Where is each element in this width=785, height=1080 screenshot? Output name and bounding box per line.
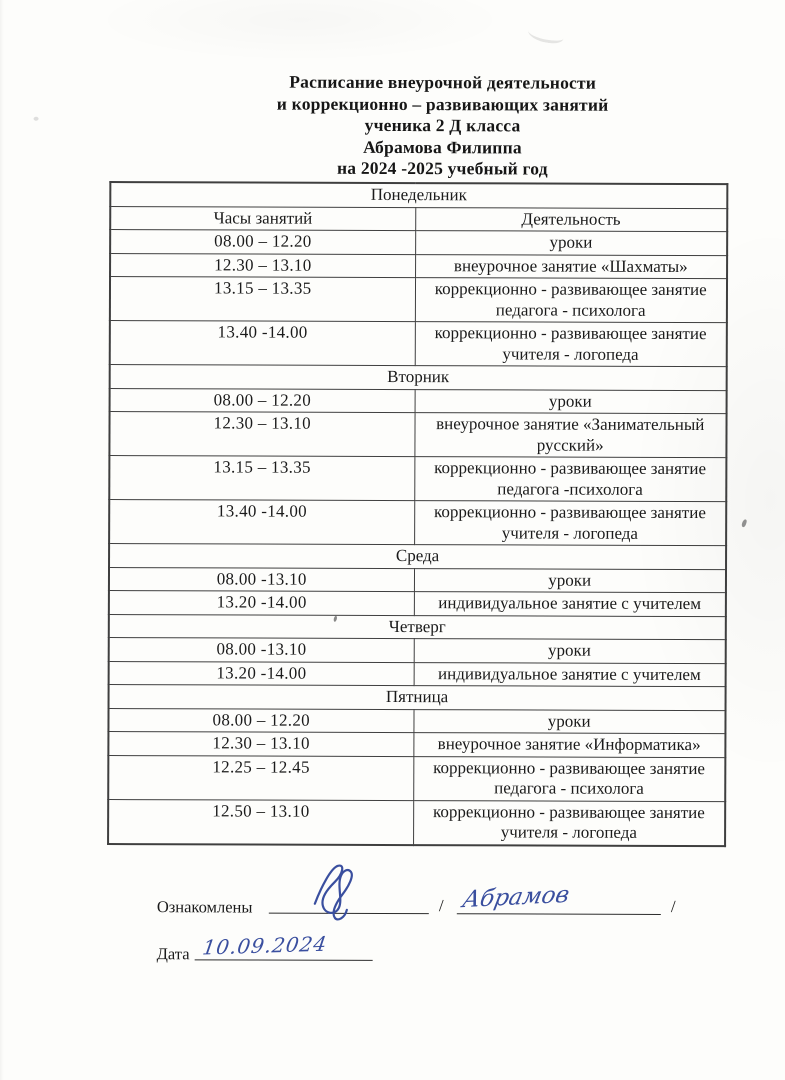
activity-cell: коррекционно - развивающее занятие учителя - логопеда [415,322,727,367]
activity-cell: уроки [413,709,725,734]
table-row [109,567,726,593]
table-row [108,732,725,758]
activity-cell: уроки [415,231,727,256]
activity-cell: коррекционно - развивающее занятие учителя - логопеда [414,501,726,546]
date-label: Дата [156,944,190,964]
day-header-monday: Понедельник [110,182,727,208]
activity-cell: коррекционно - развивающее занятие учителя - логопеда [413,800,725,846]
time-cell: 08.00 – 12.20 [110,230,415,255]
schedule-table [107,181,728,847]
activity-cell: коррекционно - развивающее занятие педагога - психолога [413,756,725,801]
date-handwritten: 10.09.2024 [200,931,329,960]
activity-cell: уроки [414,639,726,664]
signature-line-parent [269,888,429,915]
day-header-tuesday: Вторник [110,365,727,391]
table-row [109,500,726,546]
table-row [108,755,725,801]
day-header-thursday: Четверг [109,614,726,640]
table-row [109,456,726,502]
activity-cell: внеурочное занятие «Шахматы» [415,254,727,279]
title-line-3: ученика 2 Д класса [364,114,521,136]
title-line-2: и коррекционно – развивающих занятий [276,93,609,115]
activity-cell: индивидуальное занятие с учителем [414,662,726,687]
time-cell: 12.25 – 12.45 [108,755,413,800]
table-row [109,412,726,458]
time-cell: 12.50 – 13.10 [108,799,413,845]
day-header-wednesday: Среда [109,544,726,570]
activity-cell: уроки [414,568,726,593]
scan-artifact [34,117,39,121]
table-row [110,253,727,279]
signature-section [156,881,717,964]
time-cell: 08.00 -13.10 [109,638,414,663]
col-header-time: Часы занятий [110,206,415,231]
activity-cell: внеурочное занятие «Информатика» [413,733,725,758]
table-row [110,277,727,323]
separator-slash: / [438,896,444,916]
scan-artifact [527,24,565,45]
time-cell: 13.40 -14.00 [110,321,415,366]
day-header-row [109,685,726,711]
signature-name-line [457,881,661,915]
day-header-friday: Пятница [109,685,726,711]
time-cell: 12.30 – 13.10 [108,732,413,757]
table-row [110,388,727,414]
activity-cell: коррекционно - развивающее занятие педагога - психолога [415,278,727,323]
time-cell: 08.00 -13.10 [109,567,414,592]
activity-cell: индивидуальное занятие с учителем [414,592,726,617]
time-cell: 13.15 – 13.35 [109,456,414,501]
separator-slash: / [670,896,676,916]
date-line [195,931,373,961]
table-row [108,708,725,734]
time-cell: 12.30 – 13.10 [109,412,414,457]
day-header-row [109,544,726,570]
title-line-4: Абрамова Филиппа [363,136,522,157]
activity-cell: уроки [415,389,727,414]
scan-artifact [741,519,747,528]
acknowledged-label: Ознакомлены [156,897,253,917]
day-header-row [109,614,726,640]
signature-name-handwritten: Абрамов [460,881,572,914]
activity-cell: коррекционно - развивающее занятие педагога -психолога [414,457,726,502]
activity-cell: внеурочное занятие «Занимательный русский» [414,413,726,458]
column-header-row [110,206,727,232]
time-cell: 13.40 -14.00 [109,500,414,545]
time-cell: 13.15 – 13.35 [110,277,415,322]
document-title [99,71,785,181]
table-row [110,230,727,256]
time-cell: 08.00 – 12.20 [110,388,415,413]
table-row [108,799,725,846]
title-line-1: Расписание внеурочной деятельности [289,71,597,93]
day-header-row [110,365,727,391]
time-cell: 13.20 -14.00 [109,591,414,616]
table-row [109,591,726,617]
table-row [110,321,727,367]
time-cell: 13.20 -14.00 [109,661,414,686]
signature-scribble [307,860,377,924]
day-header-row [110,182,727,208]
table-row [109,661,726,687]
col-header-activity: Деятельность [415,207,727,232]
time-cell: 12.30 – 13.10 [110,253,415,278]
time-cell: 08.00 – 12.20 [108,708,413,733]
title-line-5: на 2024 -2025 учебный год [337,157,548,179]
table-row [109,638,726,664]
